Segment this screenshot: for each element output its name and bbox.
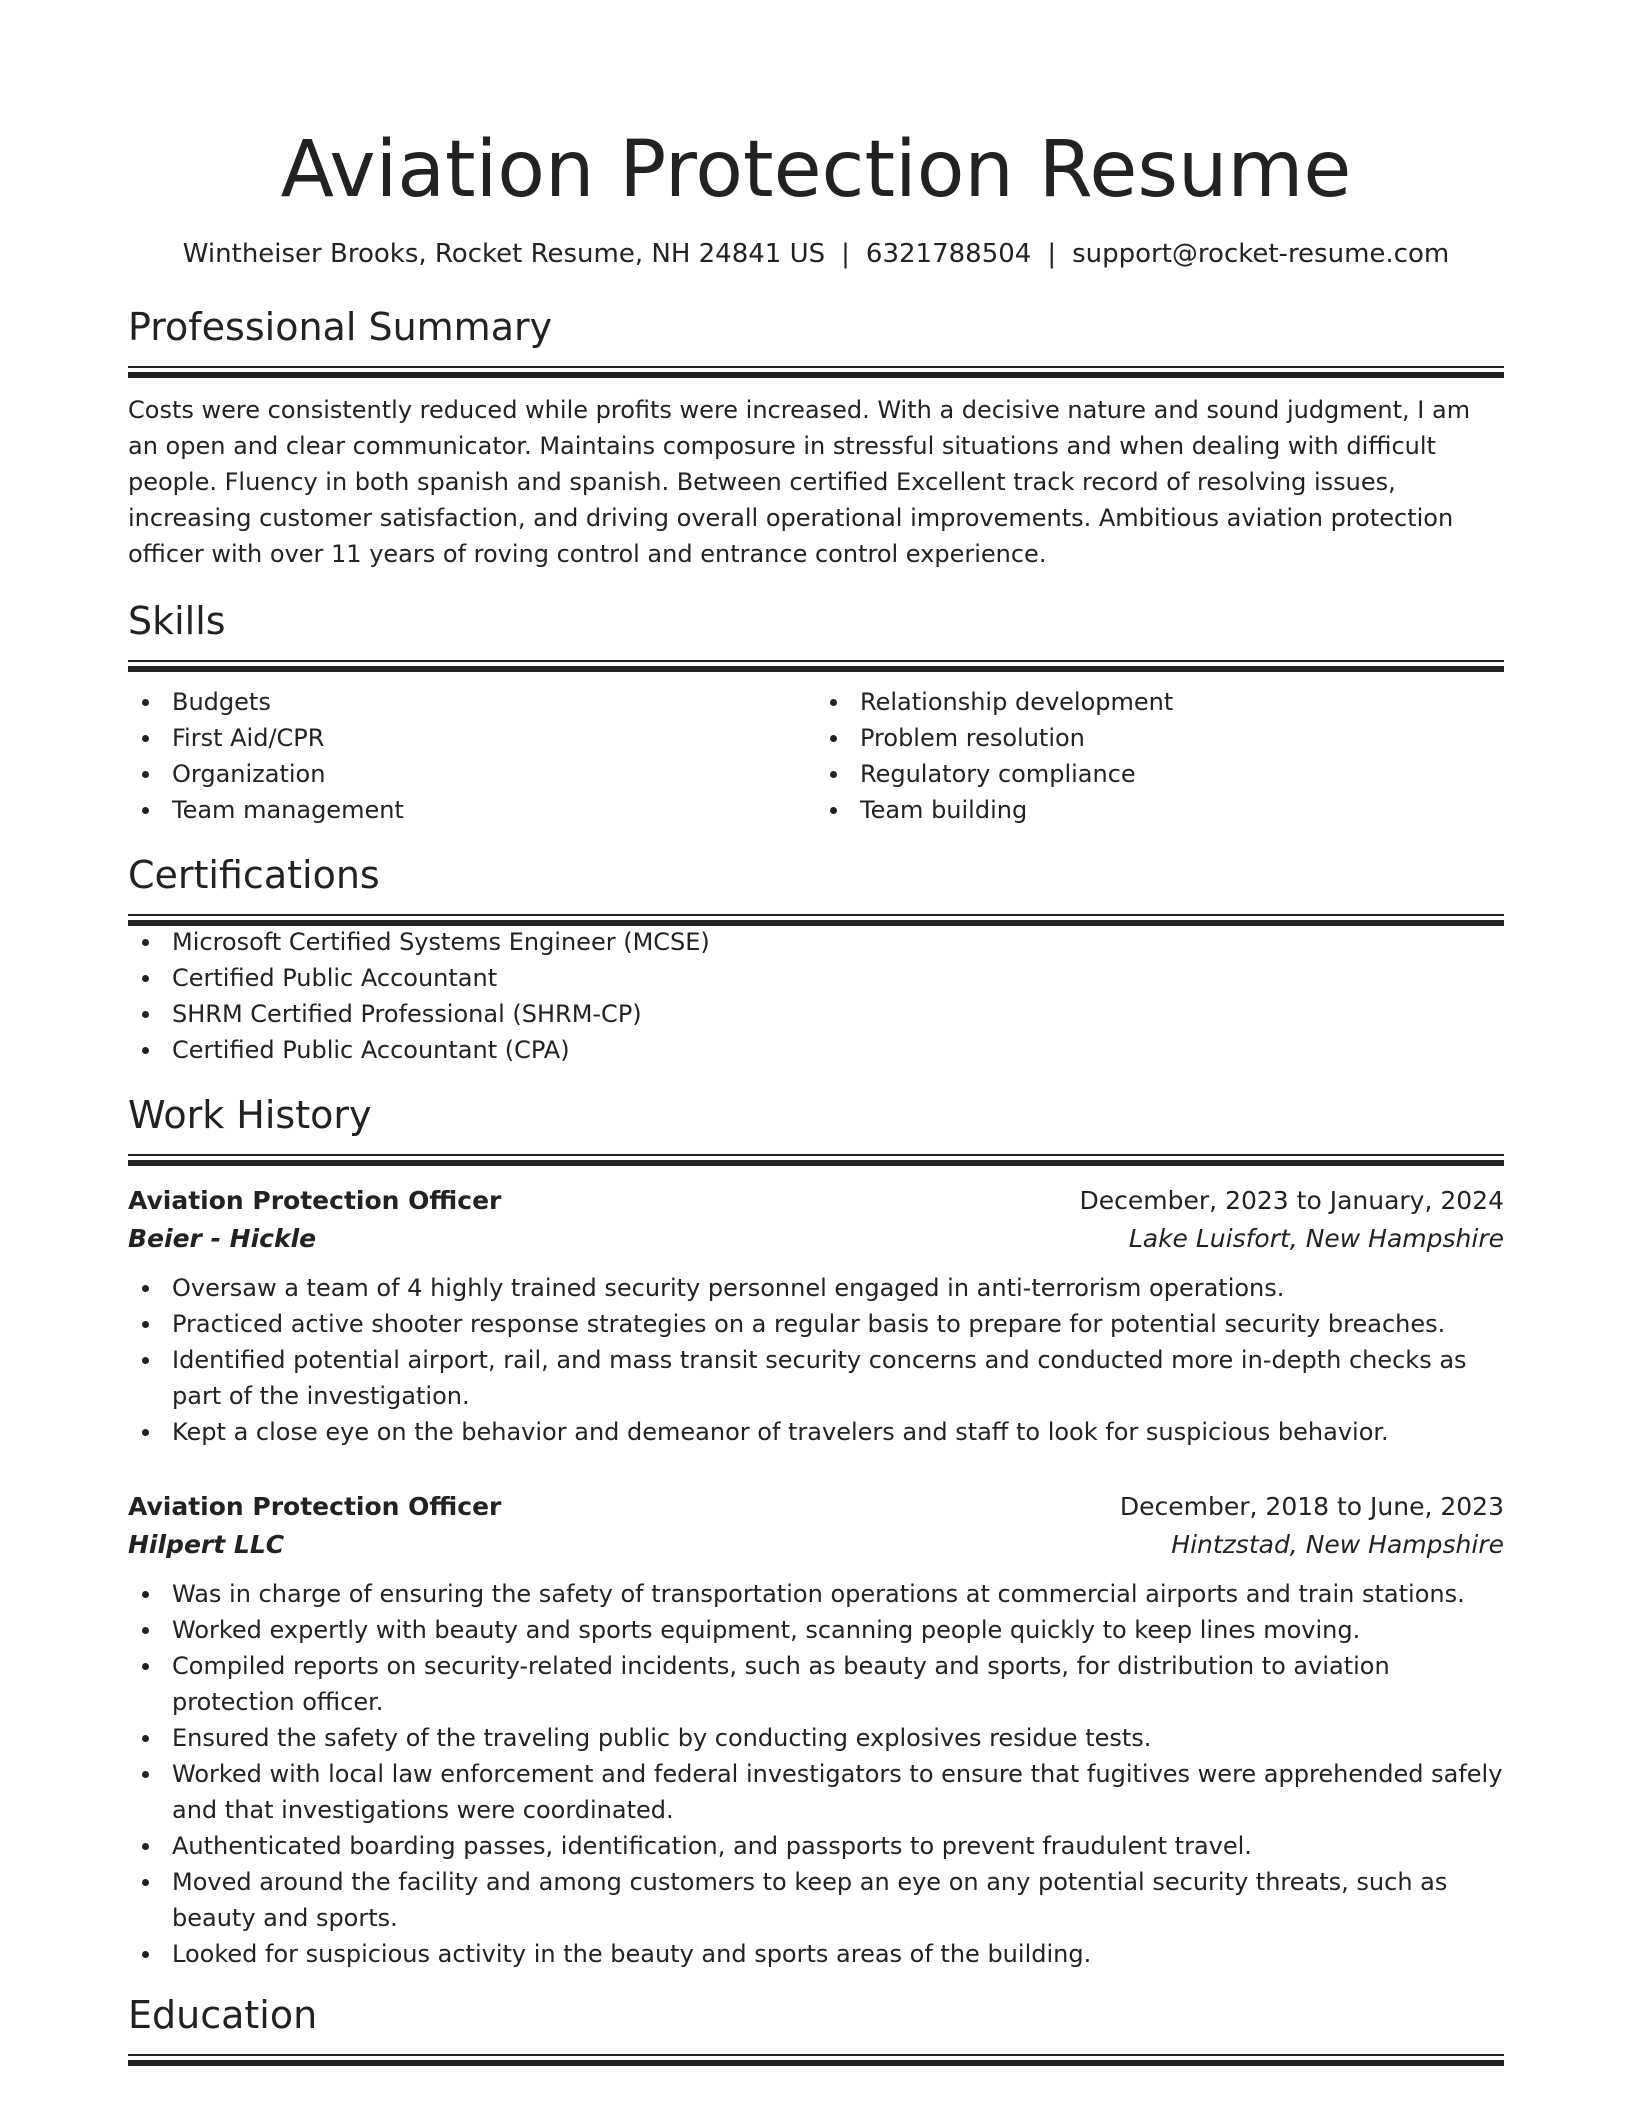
summary-text: Costs were consistently reduced while profits were increased. With a decisive nature and sound judgment, I am an open and clear communicator. Maintains composure in stressful situations and when dealing with difficult people. Fluency in both spanish and spanish. Between certified Excellent track record of resolving issues, increasing customer satisfaction, and driving overall operational improvements. Ambitious aviation protection officer with over 11 years of roving control and entrance control experience. <box>128 396 1471 568</box>
section-divider <box>128 660 1504 670</box>
contact-phone: 6321788504 <box>865 239 1032 269</box>
skill-item: Team management <box>128 792 816 828</box>
summary-section <box>128 302 1504 572</box>
resume-page <box>128 0 1504 2064</box>
section-title-work-history: Work History <box>128 1093 372 1137</box>
contact-email: support@rocket-resume.com <box>1072 239 1450 269</box>
job-title: Aviation Protection Officer <box>128 1186 502 1215</box>
skills-grid <box>128 684 1504 828</box>
certification-item: SHRM Certified Professional (SHRM-CP) <box>128 996 1504 1032</box>
job-bullet: Was in charge of ensuring the safety of transportation operations at commercial airports and train stations. <box>128 1576 1504 1612</box>
job-bullet: Looked for suspicious activity in the beauty and sports areas of the building. <box>128 1936 1504 1972</box>
job-bullet: Ensured the safety of the traveling public by conducting explosives residue tests. <box>128 1720 1504 1756</box>
contact-address: Wintheiser Brooks, Rocket Resume, NH 24841 US <box>182 239 826 269</box>
section-divider <box>128 2054 1504 2064</box>
skill-item: Team building <box>816 792 1504 828</box>
work-history-section <box>128 1090 1504 1972</box>
job-header-row <box>128 1488 1504 1526</box>
resume-title: Aviation Protection Resume <box>280 125 1352 215</box>
job-bullet: Compiled reports on security-related incidents, such as beauty and sports, for distribution to aviation protection officer. <box>128 1648 1504 1720</box>
section-title-education: Education <box>128 1993 318 2037</box>
section-title-certifications: Certifications <box>128 853 380 897</box>
certifications-list <box>128 924 1504 1068</box>
job-entry <box>128 1488 1504 1972</box>
skills-right-list <box>816 684 1504 828</box>
contact-line <box>128 236 1504 272</box>
contact-separator: | <box>841 239 850 269</box>
skill-item: Organization <box>128 756 816 792</box>
certification-item: Certified Public Accountant (CPA) <box>128 1032 1504 1068</box>
job-bullet: Practiced active shooter response strategies on a regular basis to prepare for potential security breaches. <box>128 1306 1504 1342</box>
job-company: Hilpert LLC <box>128 1530 285 1559</box>
section-divider <box>128 366 1504 376</box>
certifications-section <box>128 850 1504 1068</box>
certification-item: Microsoft Certified Systems Engineer (MCSE) <box>128 924 1504 960</box>
job-subheader-row <box>128 1220 1504 1258</box>
job-bullet-list <box>128 1270 1504 1450</box>
job-bullet-list <box>128 1576 1504 1972</box>
job-title: Aviation Protection Officer <box>128 1492 502 1521</box>
job-subheader-row <box>128 1526 1504 1564</box>
job-location: Lake Luisfort, New Hampshire <box>1128 1224 1504 1253</box>
job-dates: December, 2018 to June, 2023 <box>1119 1492 1504 1521</box>
job-bullet: Oversaw a team of 4 highly trained security personnel engaged in anti-terrorism operations. <box>128 1270 1504 1306</box>
skill-item: Budgets <box>128 684 816 720</box>
job-bullet: Moved around the facility and among customers to keep an eye on any potential security threats, such as beauty and sports. <box>128 1864 1504 1936</box>
certification-item: Certified Public Accountant <box>128 960 1504 996</box>
job-bullet: Identified potential airport, rail, and mass transit security concerns and conducted more in-depth checks as part of the investigation. <box>128 1342 1504 1414</box>
skill-item: Regulatory compliance <box>816 756 1504 792</box>
education-section <box>128 1990 1504 2064</box>
job-entry <box>128 1182 1504 1450</box>
job-bullet: Worked with local law enforcement and federal investigators to ensure that fugitives were apprehended safely and that investigations were coordinated. <box>128 1756 1504 1828</box>
job-bullet: Authenticated boarding passes, identification, and passports to prevent fraudulent travel. <box>128 1828 1504 1864</box>
skills-section <box>128 596 1504 828</box>
skills-left-list <box>128 684 816 828</box>
section-title-summary: Professional Summary <box>128 305 553 349</box>
skill-item: Relationship development <box>816 684 1504 720</box>
section-divider <box>128 1154 1504 1164</box>
job-bullet: Kept a close eye on the behavior and demeanor of travelers and staff to look for suspicious behavior. <box>128 1414 1504 1450</box>
section-title-skills: Skills <box>128 599 226 643</box>
job-location: Hintzstad, New Hampshire <box>1171 1530 1504 1559</box>
job-dates: December, 2023 to January, 2024 <box>1079 1186 1504 1215</box>
contact-separator: | <box>1047 239 1057 269</box>
skill-item: Problem resolution <box>816 720 1504 756</box>
skill-item: First Aid/CPR <box>128 720 816 756</box>
job-company: Beier - Hickle <box>128 1224 317 1253</box>
job-bullet: Worked expertly with beauty and sports equipment, scanning people quickly to keep lines moving. <box>128 1612 1504 1648</box>
section-divider <box>128 914 1504 924</box>
job-header-row <box>128 1182 1504 1220</box>
